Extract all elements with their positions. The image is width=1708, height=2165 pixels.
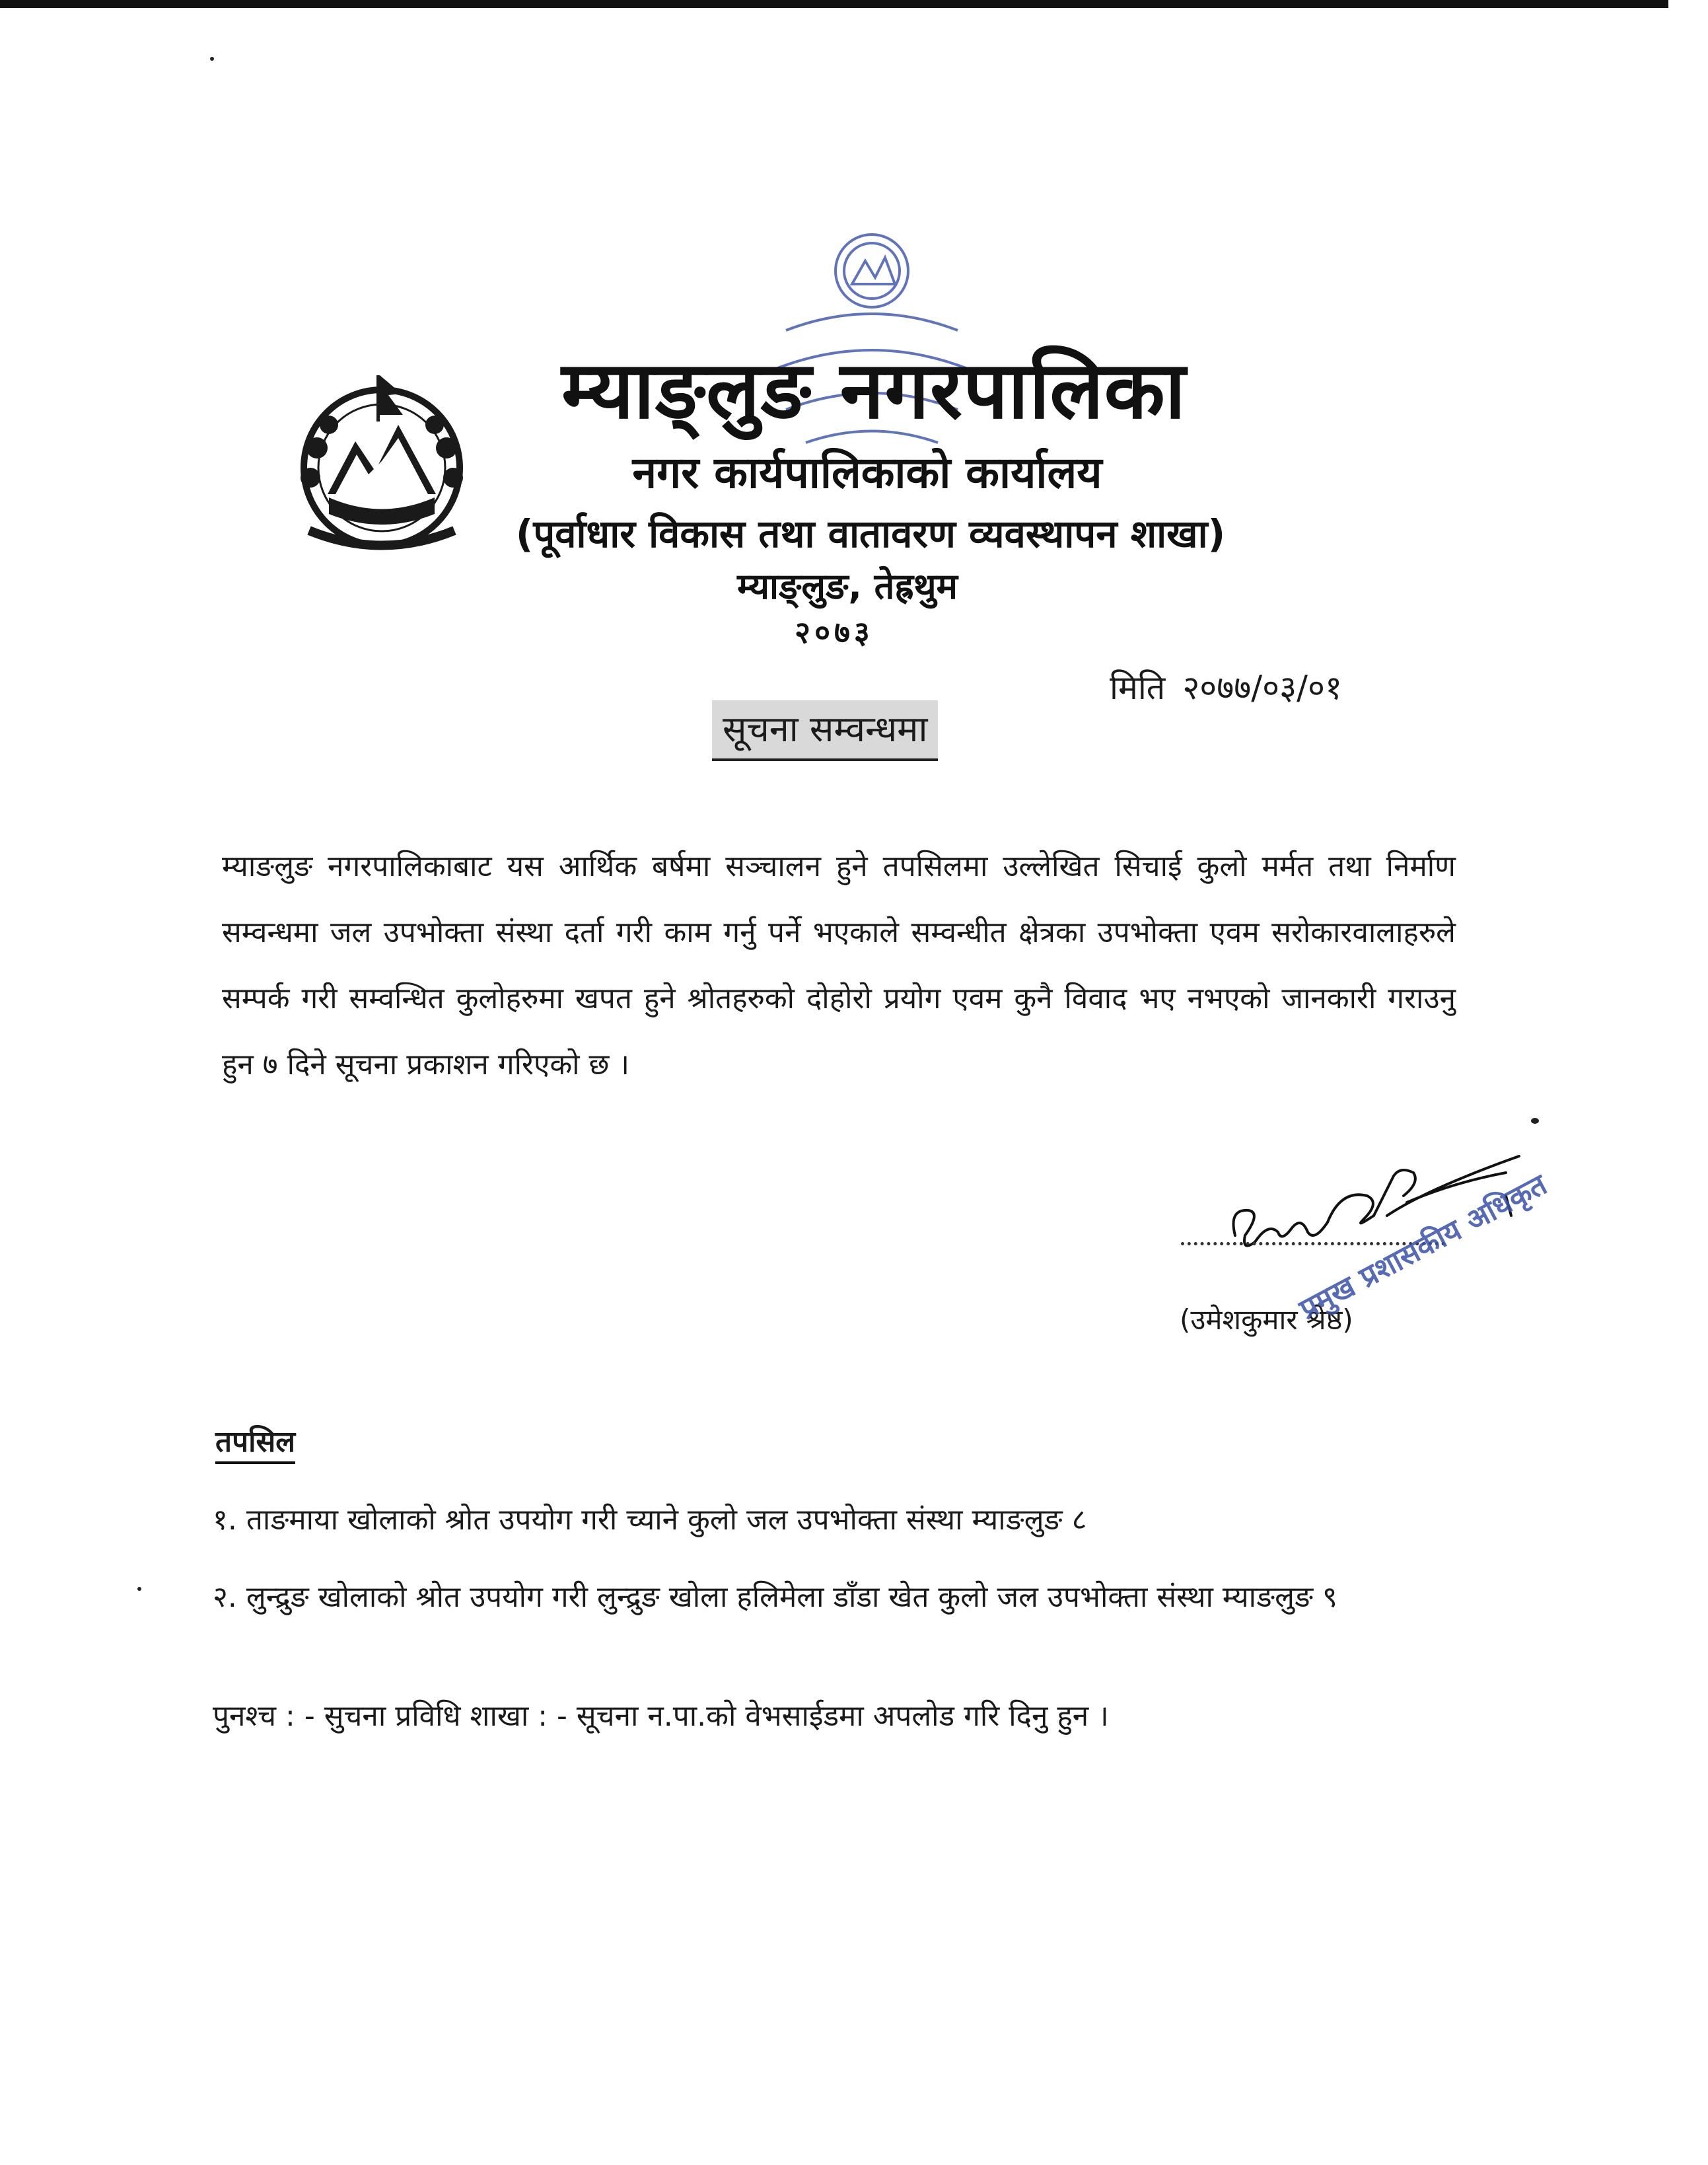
letterhead-title: म्याङ्लुङ नगरपालिका [561,345,1186,437]
annex-item: १. ताङमाया खोलाको श्रोत उपयोग गरी च्याने कुलो जल उपभोक्ता संस्था म्याङलुङ ८ [213,1503,1087,1537]
letterhead-office: नगर कार्यपालिकाको कार्यालय [632,447,1102,498]
annex-title: तपसिल [215,1420,295,1464]
designation-stamp-text: प्रमुख प्रशासकीय अधिकृत [1294,1167,1553,1327]
scan-edge [0,0,1668,8]
scan-speck [1531,1118,1539,1124]
letterhead-branch: (पूर्वाधार विकास तथा वातावरण व्यवस्थापन शाखा) [515,511,1226,556]
scan-speck [137,1587,141,1591]
notice-body: म्याङलुङ नगरपालिकाबाट यस आर्थिक बर्षमा सञ्चालन हुने तपसिलमा उल्लेखित सिचाई कुलो मर्मत तथा निर्माण सम्वन्धमा जल उपभोक्ता संस्था दर्ता गरी काम गर्नु पर्ने भएकाले सम्वन्धीत क्षेत्रका उपभोक्ता एवम सरोकारवालाहरुले सम्पर्क गरी सम्वन्धित कुलोहरुमा खपत हुने श्रोतहरुको दोहोरो प्रयोग एवम कुनै विवाद भए नभएको जानकारी गराउनु हुन ७ दिने सूचना प्रकाशन गरिएको छ । [222,850,1456,1082]
date-line [1110,664,1342,709]
annex-item: २. लुन्द्रुङ खोलाको श्रोत उपयोग गरी लुन्द्रुङ खोला हलिमेला डाँडा खेत कुलो जल उपभोक्ता संस्था म्याङलुङ ९ [213,1580,1337,1614]
date-label: मिति [1110,669,1166,707]
postscript: पुनश्च : - सुचना प्रविधि शाखा : - सूचना न.पा.को वेभसाईडमा अपलोड गरि दिनु हुन । [213,1699,1109,1733]
scan-speck [210,57,214,61]
signer-name: (उमेशकुमार श्रेष्ठ) [1180,1303,1353,1336]
date-value: २०७७/०३/०१ [1182,669,1343,707]
letterhead-address: म्याङ्लुङ, तेह्रथुम [737,566,958,607]
subject-heading: सूचना सम्वन्धमा [712,700,938,761]
letterhead-year: २०७३ [795,614,874,650]
